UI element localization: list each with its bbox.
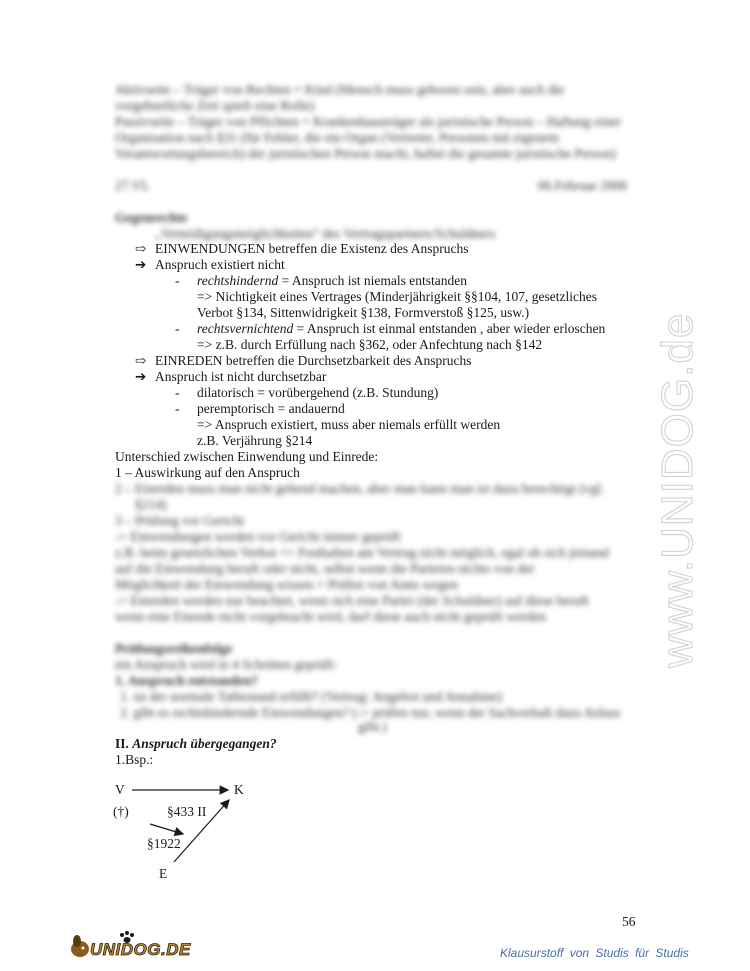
example-label: 1.Bsp.: [115, 752, 154, 767]
party-k: K [234, 782, 244, 797]
einwendungen-line: ⇨ EINWENDUNGEN betreffen die Existenz des Anspruchs [135, 241, 469, 256]
hollow-arrow-icon: ⇨ [135, 353, 147, 368]
paragraph-433: §433 II [167, 804, 207, 819]
tagline: Klausurstoff von Studis für Studis [500, 946, 689, 960]
rechtshindernd-line: - rechtshindernd = Anspruch ist niemals entstanden [175, 273, 467, 288]
page-number: 56 [622, 914, 636, 929]
body-line: => Anspruch existiert, muss aber niemals erfüllt werden [197, 417, 501, 432]
blur-line: 2. gibt es rechtshindernde Einwendungen? (-> prüfen nur, wenn der Sachverhalt dazu Anlass [120, 705, 621, 720]
blur-line: §214) [135, 497, 167, 512]
nicht-durchsetzbar-line: ➔ Anspruch ist nicht durchsetzbar [135, 369, 327, 384]
lecture-date: 06.Februar 2006 [538, 178, 628, 193]
blur-line: 1. Anspruch entstanden? [115, 673, 258, 688]
section-heading: Gegenrechte [115, 210, 188, 225]
rechtsvernichtend-line: - rechtsvernichtend = Anspruch ist einmal entstanden , aber wieder erloschen [175, 321, 606, 336]
hollow-arrow-icon: ⇨ [135, 241, 147, 256]
header-line: Verantwortungsbereich) der juristischen Person macht, haftet die gesamte juristische Person) [115, 146, 616, 161]
header-line: Aktivseite – Träger von Rechten = Kind (Mensch muss geboren sein, aber auch die [115, 82, 565, 97]
body-line: Unterschied zwischen Einwendung und Einrede: [115, 449, 379, 464]
body-line: z.B. Verjährung §214 [197, 433, 313, 448]
bullet-line: „Verteidigungsmöglichkeiten" des Vertragspartners/Schuldners [155, 226, 496, 241]
blur-line: 2 – Einreden muss man nicht geltend machen, aber man kann man ist dazu berechtigt (vgl. [115, 481, 605, 496]
blur-line: Möglichkeit der Einwendung wissen = Prüfen von Amts wegen [115, 577, 458, 592]
body-line: => Nichtigkeit eines Vertrages (Minderjährigkeit §§104, 107, gesetzliches [197, 289, 597, 304]
body-line: 1 – Auswirkung auf den Anspruch [115, 465, 300, 480]
watermark-text: www.UNIDOG.de [653, 312, 702, 668]
header-line: Organisation nach §31 (für Fehler, die ein Organ (Vertreter, Personen mit eigenem [115, 130, 560, 145]
einreden-line: ⇨ EINREDEN betreffen die Durchsetzbarkeit des Anspruchs [135, 353, 472, 368]
solid-arrow-icon: ➔ [135, 369, 147, 384]
solid-arrow-icon: ➔ [135, 257, 147, 272]
paragraph-1922: §1922 [147, 836, 181, 851]
peremptorisch-line: - peremptorisch = andauernd [175, 401, 345, 416]
header-line: vorgeburtliche Zeit spielt eine Rolle) [115, 98, 315, 113]
blur-line: 3 – Prüfung vor Gericht [115, 513, 244, 528]
blur-line: 1. ist der normale Tatbestand erfüllt? (Vertrag: Angebot und Annahme) [120, 689, 502, 704]
header-line: Passivseite – Träger von Pflichten = Krankenhausträger als juristische Person – Haftung einer [115, 114, 622, 129]
dagger-symbol: (†) [113, 804, 129, 819]
blur-line: gibt.) [358, 719, 387, 734]
blur-line: ein Anspruch wird in 4 Schritten geprüft: [115, 657, 337, 672]
blur-line: z.B. beim gesetzlichen Verbot => Festhalten am Vertrag nicht möglich, egal ob sich jemand [115, 545, 609, 560]
blur-line: wenn eine Einrede nicht vorgebracht wird, darf diese auch nicht geprüft werden [115, 609, 546, 624]
dilatorisch-line: - dilatorisch = vorübergehend (z.B. Stundung) [175, 385, 439, 400]
logo-text: UNIDOG.DE [90, 940, 191, 959]
body-line: => z.B. durch Erfüllung nach §362, oder Anfechtung nach §142 [197, 337, 543, 352]
lecture-number: 27.VL [115, 178, 150, 193]
unidog-logo [68, 928, 191, 962]
arrow-dagger-to-1922 [150, 824, 183, 834]
body-line: Verbot §134, Sittenwidrigkeit §138, Formverstoß §125, usw.) [197, 305, 530, 320]
party-v: V [115, 782, 125, 797]
blur-line: -> Einwendungen werden vor Gericht immer geprüft [115, 529, 401, 544]
watermark [640, 250, 720, 680]
anspruch-existiert-line: ➔ Anspruch existiert nicht [135, 257, 285, 272]
blur-line: -> Einreden werden nur beachtet, wenn sich eine Partei (der Schuldner) auf diese beruft [115, 593, 589, 608]
blur-line: auf die Einwendung beruft oder nicht, selbst wenn die Parteien nichts von der [115, 561, 535, 576]
blur-heading: Prüfungsreihenfolge [115, 641, 233, 656]
party-e: E [159, 866, 168, 881]
section-two-heading: II. Anspruch übergegangen? [115, 736, 277, 751]
